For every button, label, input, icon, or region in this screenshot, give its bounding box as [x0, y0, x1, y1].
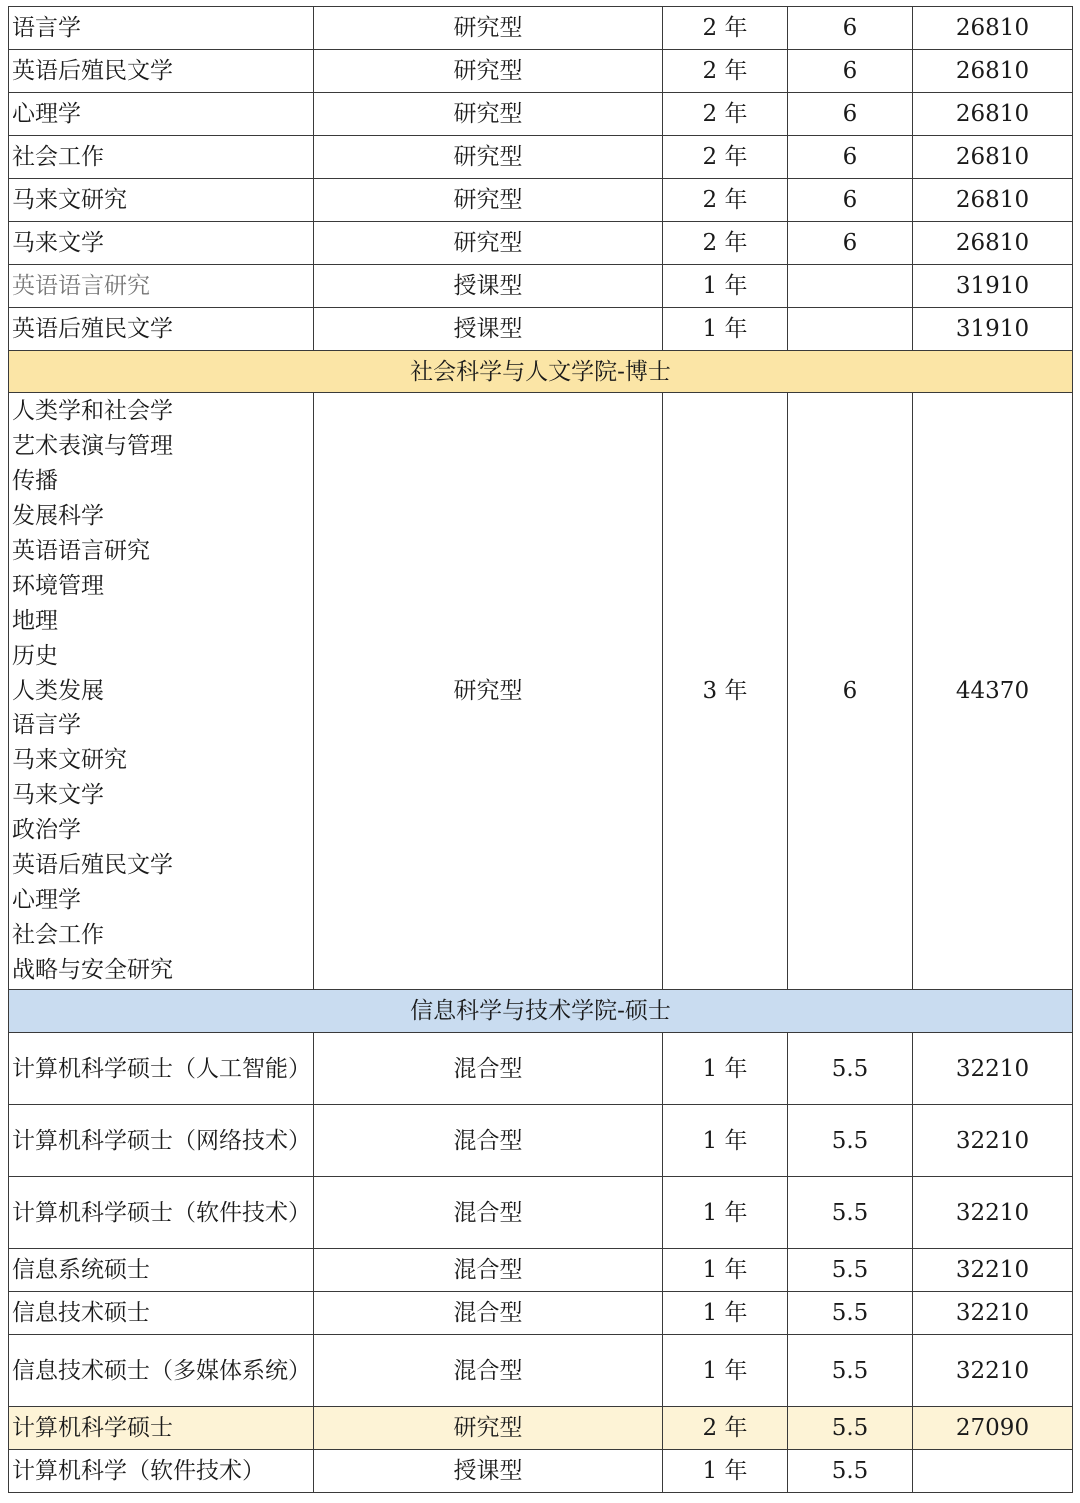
tuition-fee-cell: 32210	[913, 1335, 1073, 1407]
section-header-row	[9, 990, 1073, 1033]
ielts-score-cell: 6	[788, 136, 913, 179]
list-item: 环境管理	[12, 572, 104, 599]
program-name-cell: 语言学	[9, 7, 314, 50]
program-name-cell: 信息系统硕士	[9, 1249, 314, 1292]
table-row	[9, 50, 1073, 93]
duration-cell: 1 年	[663, 1450, 788, 1493]
program-type-cell: 研究型	[314, 50, 663, 93]
program-type-cell: 研究型	[314, 93, 663, 136]
program-name-cell: 计算机科学硕士（软件技术）	[9, 1177, 314, 1249]
tuition-fee-cell: 26810	[913, 7, 1073, 50]
program-type-cell: 混合型	[314, 1292, 663, 1335]
list-item: 战略与安全研究	[12, 956, 173, 983]
tuition-fee-cell	[913, 1450, 1073, 1493]
duration-cell: 1 年	[663, 1335, 788, 1407]
tuition-fee-cell: 32210	[913, 1292, 1073, 1335]
list-item: 历史	[12, 642, 58, 669]
duration-cell: 1 年	[663, 1249, 788, 1292]
program-name-cell: 信息技术硕士（多媒体系统）	[9, 1335, 314, 1407]
program-name-cell: 社会工作	[9, 136, 314, 179]
program-type-cell: 混合型	[314, 1335, 663, 1407]
program-type-cell: 研究型	[314, 222, 663, 265]
list-item: 心理学	[12, 886, 81, 913]
table-row	[9, 7, 1073, 50]
program-type-cell: 混合型	[314, 1033, 663, 1105]
duration-cell: 1 年	[663, 308, 788, 351]
program-name-cell: 英语后殖民文学	[9, 50, 314, 93]
ielts-score-cell: 5.5	[788, 1033, 913, 1105]
program-fee-table	[8, 6, 1073, 1493]
program-type-cell: 研究型	[314, 393, 663, 990]
tuition-fee-cell: 26810	[913, 50, 1073, 93]
duration-cell: 1 年	[663, 265, 788, 308]
ielts-score-cell: 5.5	[788, 1105, 913, 1177]
duration-cell: 1 年	[663, 1177, 788, 1249]
tuition-fee-cell: 26810	[913, 179, 1073, 222]
table-row	[9, 1033, 1073, 1105]
tuition-fee-cell: 44370	[913, 393, 1073, 990]
tuition-fee-cell: 31910	[913, 265, 1073, 308]
tuition-fee-cell: 32210	[913, 1177, 1073, 1249]
section-header-row	[9, 351, 1073, 393]
ielts-score-cell	[788, 308, 913, 351]
table-row	[9, 179, 1073, 222]
program-type-cell: 授课型	[314, 1450, 663, 1493]
duration-cell: 2 年	[663, 222, 788, 265]
ielts-score-cell	[788, 265, 913, 308]
list-item: 艺术表演与管理	[12, 433, 173, 460]
program-name-cell: 英语后殖民文学	[9, 308, 314, 351]
table-row	[9, 1335, 1073, 1407]
table-row	[9, 93, 1073, 136]
ielts-score-cell: 6	[788, 93, 913, 136]
program-name-cell: 马来文学	[9, 222, 314, 265]
ielts-score-cell: 6	[788, 393, 913, 990]
tuition-fee-cell: 32210	[913, 1033, 1073, 1105]
program-type-cell: 研究型	[314, 136, 663, 179]
tuition-fee-cell: 27090	[913, 1407, 1073, 1450]
program-type-cell: 混合型	[314, 1105, 663, 1177]
list-item: 人类发展	[12, 677, 104, 704]
program-type-cell: 授课型	[314, 265, 663, 308]
duration-cell: 3 年	[663, 393, 788, 990]
program-name-cell: 信息技术硕士	[9, 1292, 314, 1335]
table-row	[9, 222, 1073, 265]
ielts-score-cell: 5.5	[788, 1335, 913, 1407]
duration-cell: 2 年	[663, 50, 788, 93]
list-item: 发展科学	[12, 503, 104, 530]
duration-cell: 1 年	[663, 1105, 788, 1177]
program-name-cell: 马来文研究	[9, 179, 314, 222]
ielts-score-cell: 5.5	[788, 1292, 913, 1335]
table-row	[9, 308, 1073, 351]
table-row	[9, 265, 1073, 308]
program-name-cell: 心理学	[9, 93, 314, 136]
table-row	[9, 1177, 1073, 1249]
list-item: 英语后殖民文学	[12, 852, 173, 879]
program-type-cell: 授课型	[314, 308, 663, 351]
program-type-cell: 研究型	[314, 179, 663, 222]
ielts-score-cell: 6	[788, 7, 913, 50]
table-row	[9, 1249, 1073, 1292]
tuition-fee-cell: 32210	[913, 1105, 1073, 1177]
table-row	[9, 1292, 1073, 1335]
duration-cell: 2 年	[663, 93, 788, 136]
table-row	[9, 1450, 1073, 1493]
tuition-fee-cell: 26810	[913, 222, 1073, 265]
ielts-score-cell: 5.5	[788, 1249, 913, 1292]
list-item: 政治学	[12, 817, 81, 844]
ielts-score-cell: 6	[788, 222, 913, 265]
table-row	[9, 1105, 1073, 1177]
duration-cell: 1 年	[663, 1292, 788, 1335]
table-row	[9, 136, 1073, 179]
list-item: 语言学	[12, 712, 81, 739]
tuition-fee-cell: 26810	[913, 136, 1073, 179]
phd-program-list	[9, 393, 314, 990]
duration-cell: 2 年	[663, 1407, 788, 1450]
duration-cell: 2 年	[663, 136, 788, 179]
table-row	[9, 1407, 1073, 1450]
program-name-cell: 计算机科学硕士（人工智能）	[9, 1033, 314, 1105]
program-name-cell: 计算机科学硕士（网络技术）	[9, 1105, 314, 1177]
duration-cell: 2 年	[663, 7, 788, 50]
list-item: 马来文研究	[12, 747, 127, 774]
ielts-score-cell: 5.5	[788, 1407, 913, 1450]
duration-cell: 2 年	[663, 179, 788, 222]
ielts-score-cell: 5.5	[788, 1177, 913, 1249]
program-type-cell: 研究型	[314, 7, 663, 50]
list-item: 传播	[12, 468, 58, 495]
tuition-fee-cell: 31910	[913, 308, 1073, 351]
ielts-score-cell: 6	[788, 50, 913, 93]
table-row-phd-programs	[9, 393, 1073, 990]
section-title: 社会科学与人文学院-博士	[9, 351, 1073, 393]
program-name-cell: 计算机科学（软件技术）	[9, 1450, 314, 1493]
ielts-score-cell: 5.5	[788, 1450, 913, 1493]
tuition-fee-cell: 26810	[913, 93, 1073, 136]
list-item: 人类学和社会学	[12, 398, 173, 425]
section-title: 信息科学与技术学院-硕士	[9, 990, 1073, 1033]
list-item: 英语语言研究	[12, 537, 150, 564]
program-type-cell: 混合型	[314, 1177, 663, 1249]
list-item: 地理	[12, 607, 58, 634]
list-item: 社会工作	[12, 921, 104, 948]
list-item: 马来文学	[12, 782, 104, 809]
program-type-cell: 混合型	[314, 1249, 663, 1292]
table-body	[9, 7, 1073, 1493]
ielts-score-cell: 6	[788, 179, 913, 222]
duration-cell: 1 年	[663, 1033, 788, 1105]
program-name-cell: 计算机科学硕士	[9, 1407, 314, 1450]
program-type-cell: 研究型	[314, 1407, 663, 1450]
tuition-fee-cell: 32210	[913, 1249, 1073, 1292]
program-name-cell: 英语语言研究	[9, 265, 314, 308]
